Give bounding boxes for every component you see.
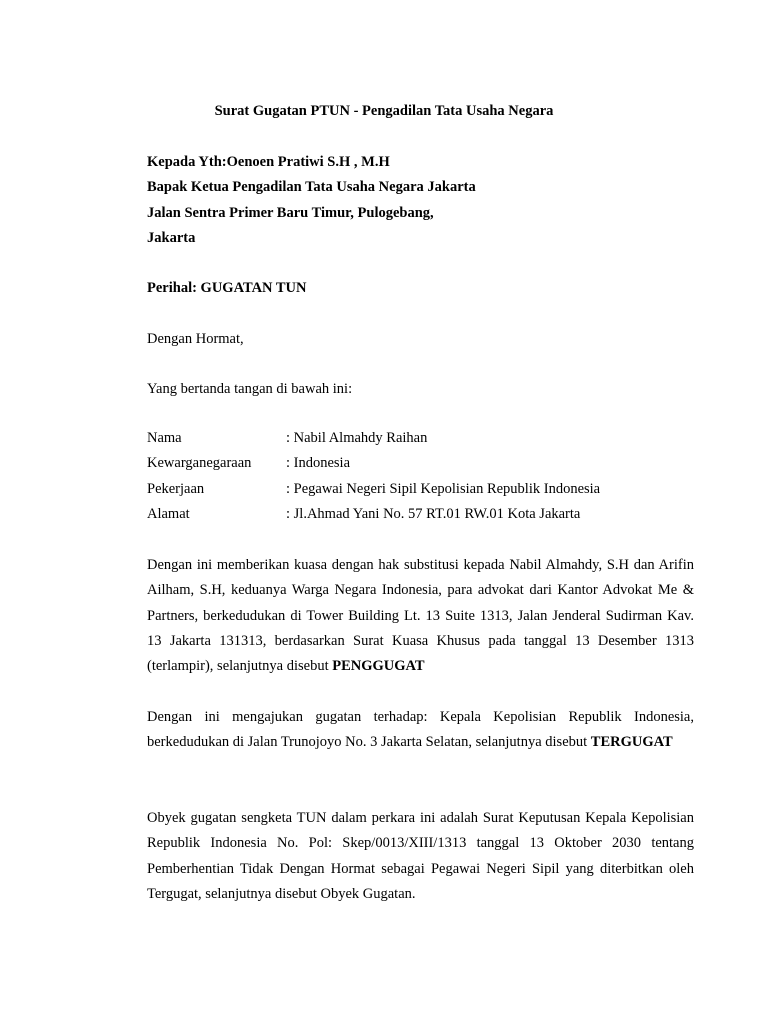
identity-value: : Jl.Ahmad Yani No. 57 RT.01 RW.01 Kota Jakarta — [286, 505, 581, 522]
greeting: Dengan Hormat, — [147, 331, 244, 347]
subject-line: Perihal: GUGATAN TUN — [147, 280, 307, 296]
plaintiff-label: PENGGUGAT — [332, 658, 425, 675]
identity-row-pekerjaan — [147, 479, 707, 504]
identity-label: Kewarganegaraan — [147, 455, 252, 472]
intro-line: Yang bertanda tangan di bawah ini: — [147, 381, 353, 397]
paragraph-object: Obyek gugatan sengketa TUN dalam perkara ini adalah Surat Keputusan Kepala Kepolisian Republik Indonesia No. Pol: Skep/0013/XIII/1313 tanggal 13 Oktober 2030 tentang Pemberhentian Tidak Dengan Hormat sebagai Pegawai Negeri Sipil yang diterbitkan oleh Tergugat, selanjutnya disebut Obyek Gugatan. — [147, 810, 694, 902]
recipient-line-2: Bapak Ketua Pengadilan Tata Usaha Negara Jakarta — [147, 179, 476, 196]
identity-row-nama — [147, 428, 707, 453]
identity-label: Nama — [147, 430, 182, 446]
paragraph-text: Dengan ini memberikan kuasa dengan hak substitusi kepada Nabil Almahdy, S.H dan Arifin Ailham, S.H, keduanya Warga Negara Indonesia, para advokat dari Kantor Advokat Me & Partners, berkedudukan di Tower Building Lt. 13 Suite 1313, Jalan Jenderal Sudirman Kav. 13 Jakarta 131313, berdasarkan Surat Kuasa Khusus pada tanggal 13 Desember 1313 (terlampir), selanjutnya disebut — [147, 557, 694, 675]
identity-label: Alamat — [147, 505, 190, 522]
document-title: Surat Gugatan PTUN - Pengadilan Tata Usaha Negara — [214, 103, 554, 119]
defendant-label: TERGUGAT — [590, 734, 673, 751]
identity-row-kewarganegaraan — [147, 453, 707, 478]
recipient-line-4: Jakarta — [147, 229, 196, 246]
identity-value: : Nabil Almahdy Raihan — [286, 430, 428, 446]
recipient-line-1: Kepada Yth:Oenoen Pratiwi S.H , M.H — [147, 154, 390, 170]
identity-row-alamat — [147, 504, 707, 529]
paragraph-text: Dengan ini mengajukan gugatan terhadap: Kepala Kepolisian Republik Indonesia, berkedudukan di Jalan Trunojoyo No. 3 Jakarta Selatan, selanjutnya disebut — [147, 709, 694, 751]
identity-label: Pekerjaan — [147, 480, 205, 497]
paragraph-defendant — [147, 705, 694, 756]
identity-value: : Pegawai Negeri Sipil Kepolisian Republik Indonesia — [286, 480, 601, 497]
recipient-block — [147, 150, 476, 251]
recipient-line-3: Jalan Sentra Primer Baru Timur, Pulogebang, — [147, 204, 434, 221]
paragraph-power-of-attorney — [147, 553, 694, 679]
identity-table — [147, 428, 707, 529]
identity-value: : Indonesia — [286, 455, 351, 472]
